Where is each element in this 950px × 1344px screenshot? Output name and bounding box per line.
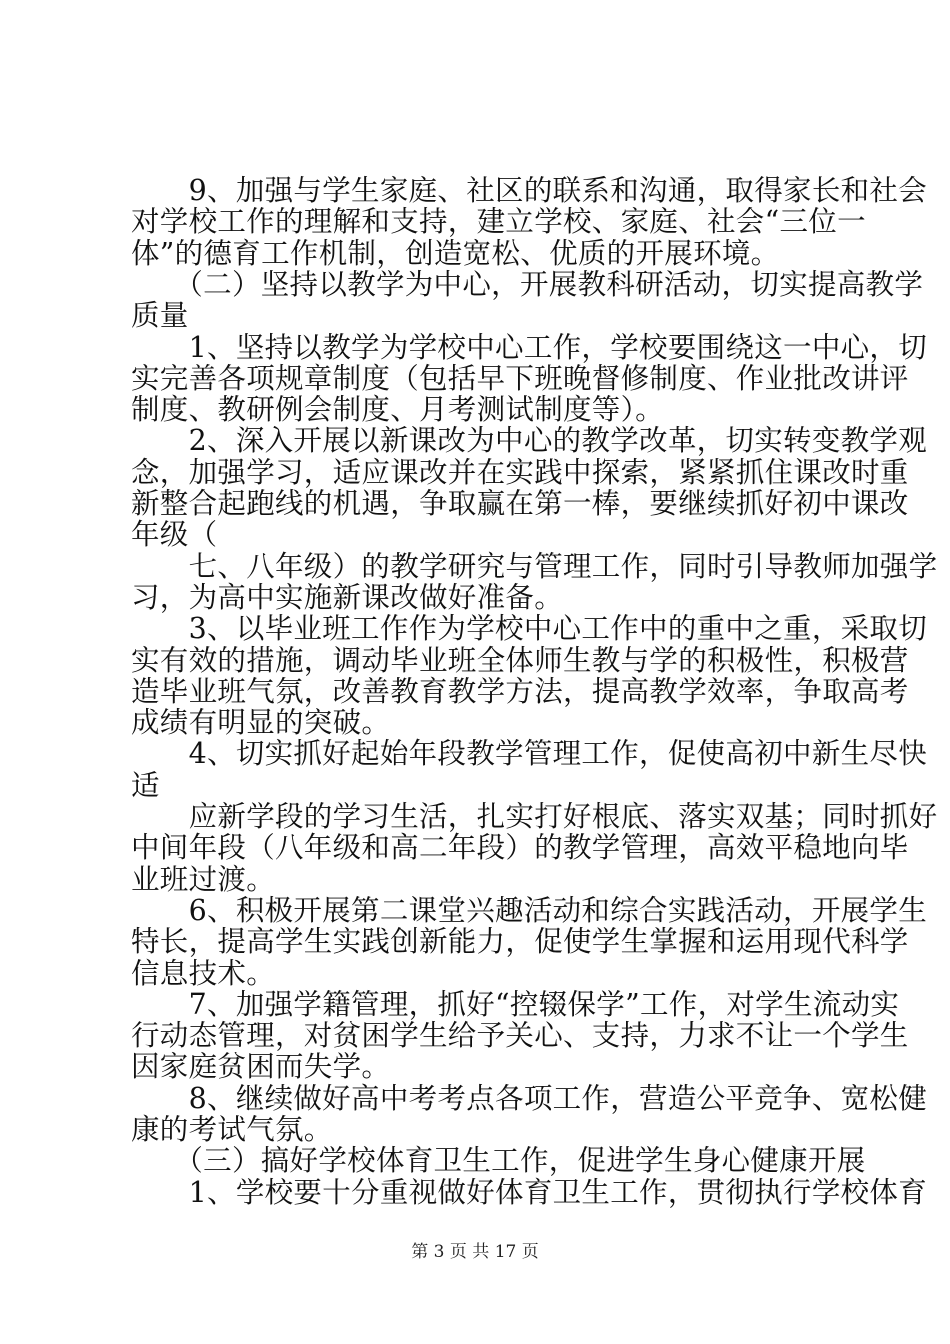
text-line: 年级（ bbox=[131, 518, 218, 552]
text-line: 质量 bbox=[131, 299, 189, 333]
text-line: 体”的德育工作机制，创造宽松、优质的开展环境。 bbox=[131, 236, 780, 270]
text-line: 应新学段的学习生活，扎实打好根底、落实双基；同时抓好 bbox=[131, 800, 938, 833]
text-line: 对学校工作的理解和支持，建立学校、家庭、社会“三位一 bbox=[131, 205, 866, 239]
text-line: 1、学校要十分重视做好体育卫生工作，贯彻执行学校体育 bbox=[131, 1175, 928, 1209]
page-number-footer: 第 3 页 共 17 页 bbox=[411, 1242, 539, 1262]
text-line: 7、加强学籍管理，抓好“控辍保学”工作，对学生流动实 bbox=[131, 987, 900, 1021]
text-line: 念，加强学习，适应课改并在实践中探索，紧紧抓住课改时重 bbox=[131, 455, 909, 489]
text-line: 实完善各项规章制度（包括早下班晚督修制度、作业批改讲评 bbox=[131, 361, 909, 395]
text-line: 9、加强与学生家庭、社区的联系和沟通，取得家长和社会 bbox=[131, 174, 928, 207]
text-line: 3、以毕业班工作作为学校中心工作中的重中之重，采取切 bbox=[131, 612, 928, 646]
text-line: 七、八年级）的教学研究与管理工作，同时引导教师加强学 bbox=[131, 549, 938, 583]
text-line: 1、坚持以教学为学校中心工作，学校要围绕这一中心，切 bbox=[131, 330, 928, 364]
text-line: 行动态管理，对贫困学生给予关心、支持，力求不让一个学生 bbox=[131, 1019, 909, 1053]
text-line: 特长，提高学生实践创新能力，促使学生掌握和运用现代科学 bbox=[131, 925, 909, 959]
text-line: 4、切实抓好起始年段教学管理工作，促使高初中新生尽快 bbox=[131, 737, 928, 771]
text-line: 6、积极开展第二课堂兴趣活动和综合实践活动，开展学生 bbox=[131, 893, 928, 927]
text-line: 中间年段（八年级和高二年段）的教学管理，高效平稳地向毕 bbox=[131, 831, 909, 865]
text-line: （二）坚持以教学为中心，开展教科研活动，切实提高教学 bbox=[131, 267, 924, 301]
text-line: （三）搞好学校体育卫生工作，促进学生身心健康开展 bbox=[131, 1144, 866, 1178]
text-line: 实有效的措施，调动毕业班全体师生教与学的积极性，积极营 bbox=[131, 643, 909, 677]
text-line: 因家庭贫困而失学。 bbox=[131, 1050, 391, 1084]
text-line: 2、深入开展以新课改为中心的教学改革，切实转变教学观 bbox=[131, 424, 928, 458]
text-line: 适 bbox=[131, 768, 160, 802]
text-line: 康的考试气氛。 bbox=[131, 1113, 333, 1146]
text-line: 新整合起跑线的机遇，争取赢在第一棒，要继续抓好初中课改 bbox=[131, 487, 909, 520]
text-line: 造毕业班气氛，改善教育教学方法，提高教学效率，争取高考 bbox=[131, 674, 909, 708]
text-line: 业班过渡。 bbox=[131, 862, 276, 896]
text-line: 制度、教研例会制度、月考测试制度等）。 bbox=[131, 393, 664, 427]
text-line: 8、继续做好高中考考点各项工作，营造公平竞争、宽松健 bbox=[131, 1081, 928, 1115]
text-line: 习，为高中实施新课改做好准备。 bbox=[131, 580, 564, 614]
text-line: 信息技术。 bbox=[131, 956, 276, 990]
text-line: 成绩有明显的突破。 bbox=[131, 706, 391, 740]
